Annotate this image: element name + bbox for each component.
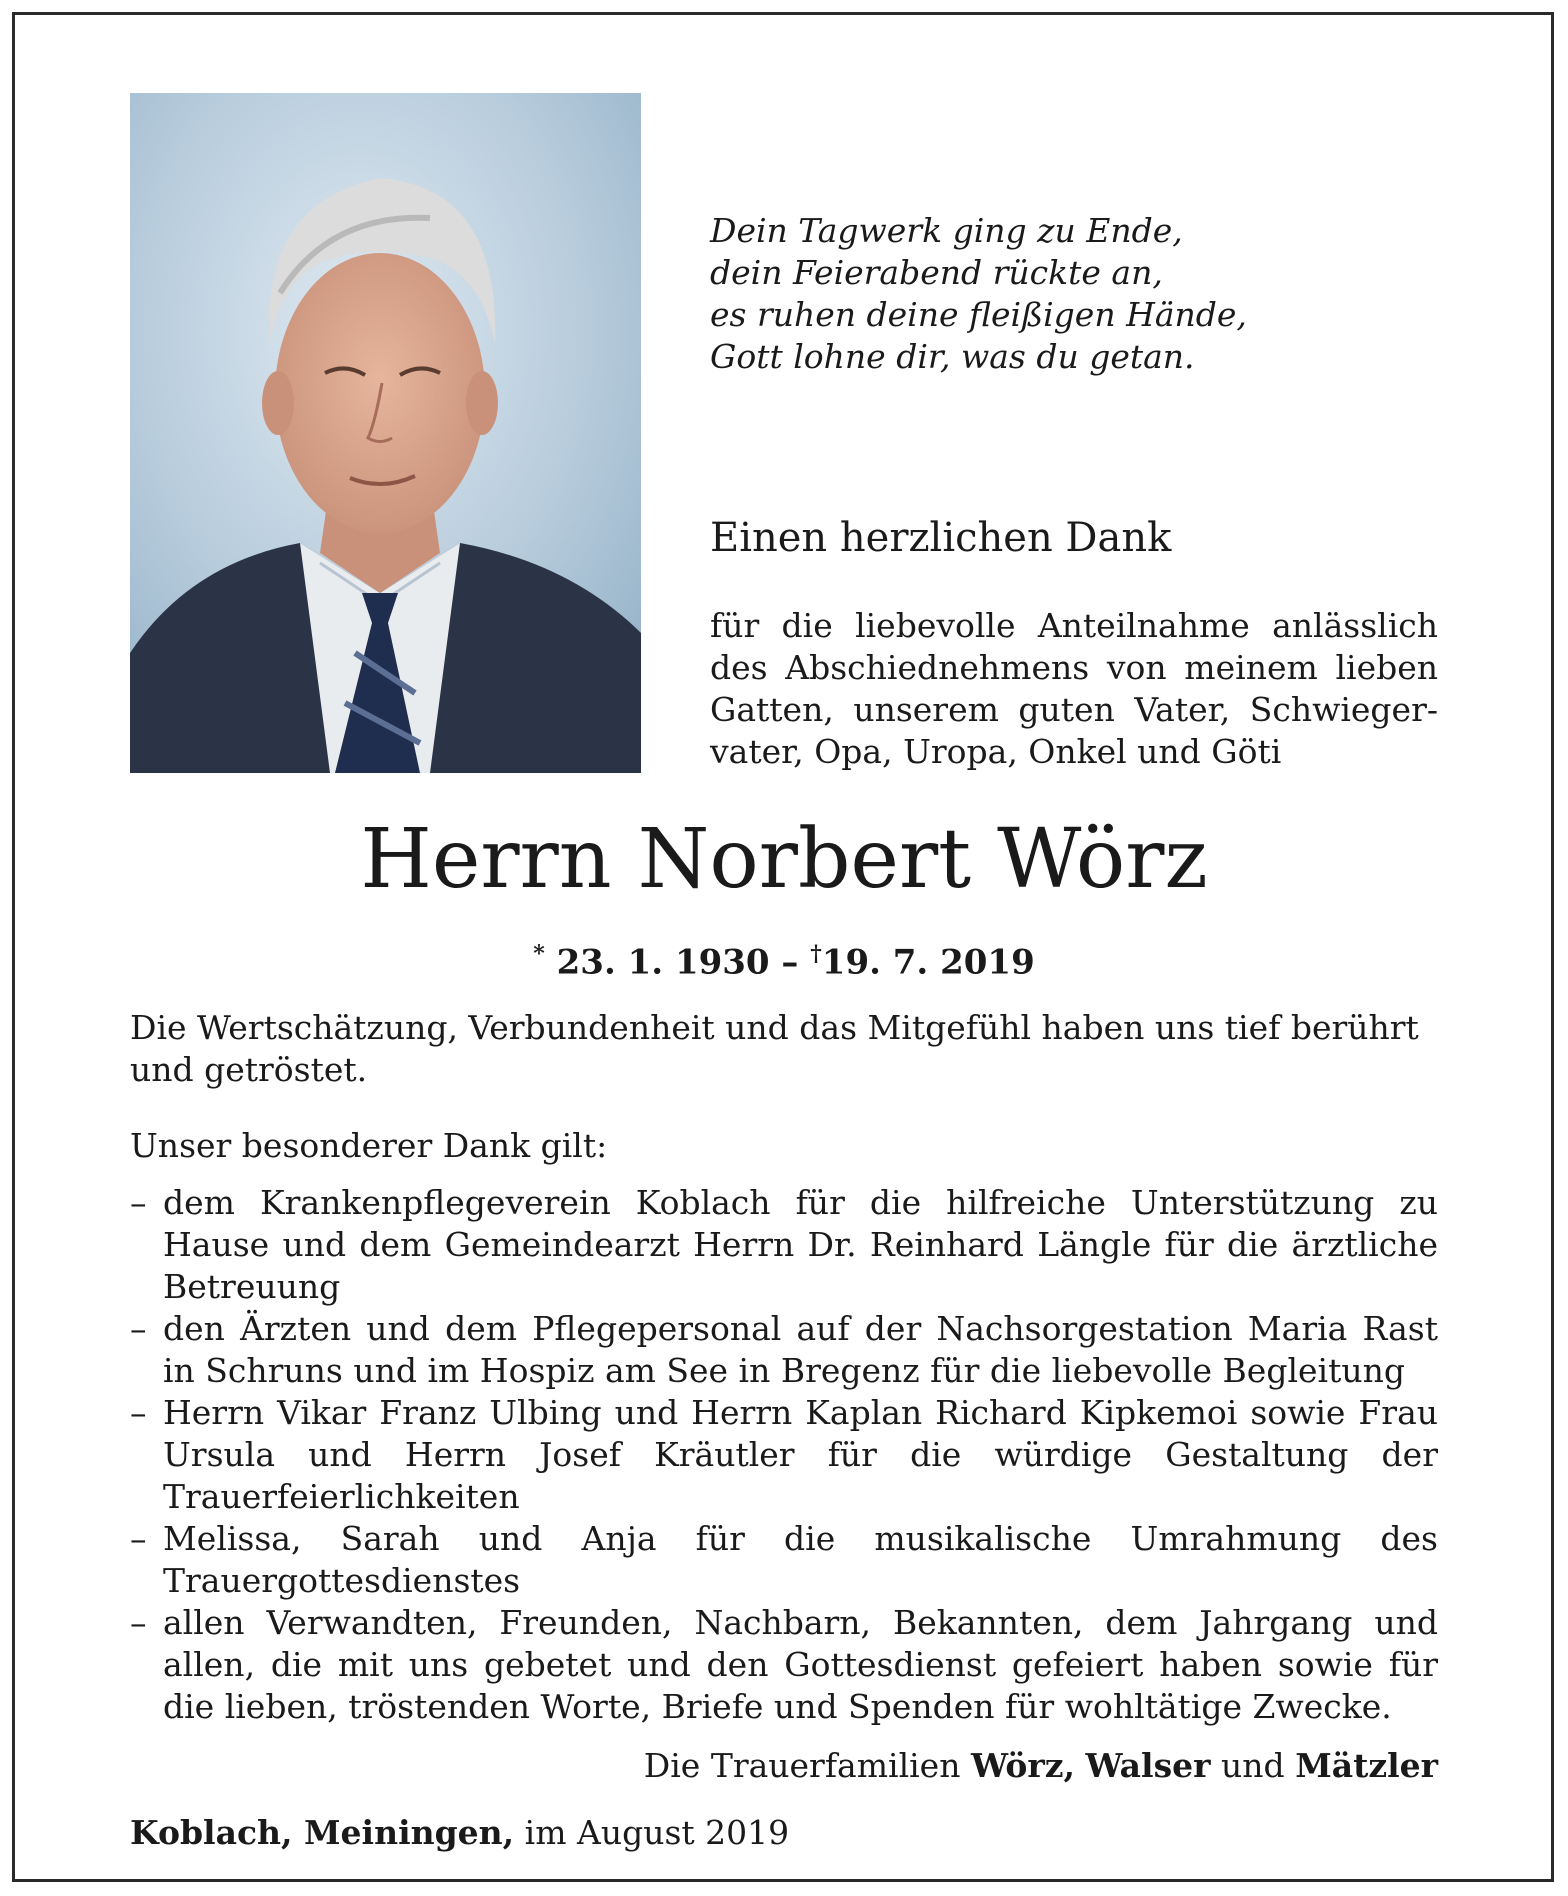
poem-line: Dein Tagwerk ging zu Ende, (710, 211, 1183, 250)
list-item: – dem Krankenpflegeverein Koblach für die hilfreiche Unterstützung zu Hause und dem Gemeindearzt Herrn Dr. Reinhard Längle für die ärztliche Betreuung (130, 1182, 1438, 1308)
place-date (130, 1812, 789, 1854)
deceased-name: Herrn Norbert Wörz (360, 812, 1208, 907)
family-name: Wörz, (970, 1746, 1075, 1785)
intro-line: für die liebevolle Anteilnahme anlässlich (710, 606, 1438, 645)
death-mark: † (810, 941, 822, 967)
intro-line: des Abschiednehmens von meinem lieben (710, 648, 1438, 687)
list-item: – Melissa, Sarah und Anja für die musikalische Umrahmung des Trauergottesdienstes (130, 1518, 1438, 1602)
poem-line: es ruhen deine fleißigen Hände, (710, 295, 1247, 334)
family-name: Mätzler (1295, 1746, 1438, 1785)
family-name: Walser (1085, 1746, 1211, 1785)
thanks-list (130, 1182, 1438, 1728)
list-item: – allen Verwandten, Freunden, Nachbarn, Bekannten, dem Jahrgang und allen, die mit uns gebetet und den Gottesdienst gefeiert haben sowie für die lieben, tröstenden Worte, Briefe und Spenden für wohltätige Zwecke. (130, 1602, 1438, 1728)
poem (710, 210, 1270, 378)
list-item: – Herrn Vikar Franz Ulbing und Herrn Kaplan Richard Kipkemoi sowie Frau Ursula und Herrn Josef Kräutler für die würdige Gestaltung der Trauerfeierlichkeiten (130, 1392, 1438, 1518)
intro-line: Gatten, unserem guten Vater, Schwieger- (710, 690, 1438, 729)
death-date: 19. 7. 2019 (821, 942, 1035, 983)
portrait-illustration (130, 93, 641, 773)
intro-text (710, 605, 1438, 773)
gratitude-paragraph: Die Wertschätzung, Verbundenheit und das Mitgefühl haben uns tief berührt und getröstet. (130, 1008, 1419, 1089)
birth-mark: * (533, 941, 545, 967)
signature-connector: und (1221, 1746, 1285, 1785)
portrait-photo (130, 93, 641, 773)
birth-date: 23. 1. 1930 (556, 942, 770, 983)
special-thanks-heading: Unser besonderer Dank gilt: (130, 1126, 608, 1165)
life-dates (0, 932, 1568, 984)
place: Koblach, Meiningen, (130, 1813, 515, 1852)
date: im August 2019 (524, 1813, 790, 1852)
family-signature (644, 1745, 1438, 1787)
list-item: – den Ärzten und dem Pflegepersonal auf der Nachsorgestation Maria Rast in Schruns und im Hospiz am See in Bregenz für die liebevolle Begleitung (130, 1308, 1438, 1392)
thanks-title: Einen herzlichen Dank (710, 515, 1172, 561)
date-separator: – (781, 942, 799, 983)
signature-prefix: Die Trauerfamilien (643, 1746, 961, 1785)
poem-line: dein Feierabend rückte an, (710, 253, 1163, 292)
intro-line: vater, Opa, Uropa, Onkel und Göti (710, 732, 1282, 771)
poem-line: Gott lohne dir, was du getan. (710, 337, 1195, 376)
